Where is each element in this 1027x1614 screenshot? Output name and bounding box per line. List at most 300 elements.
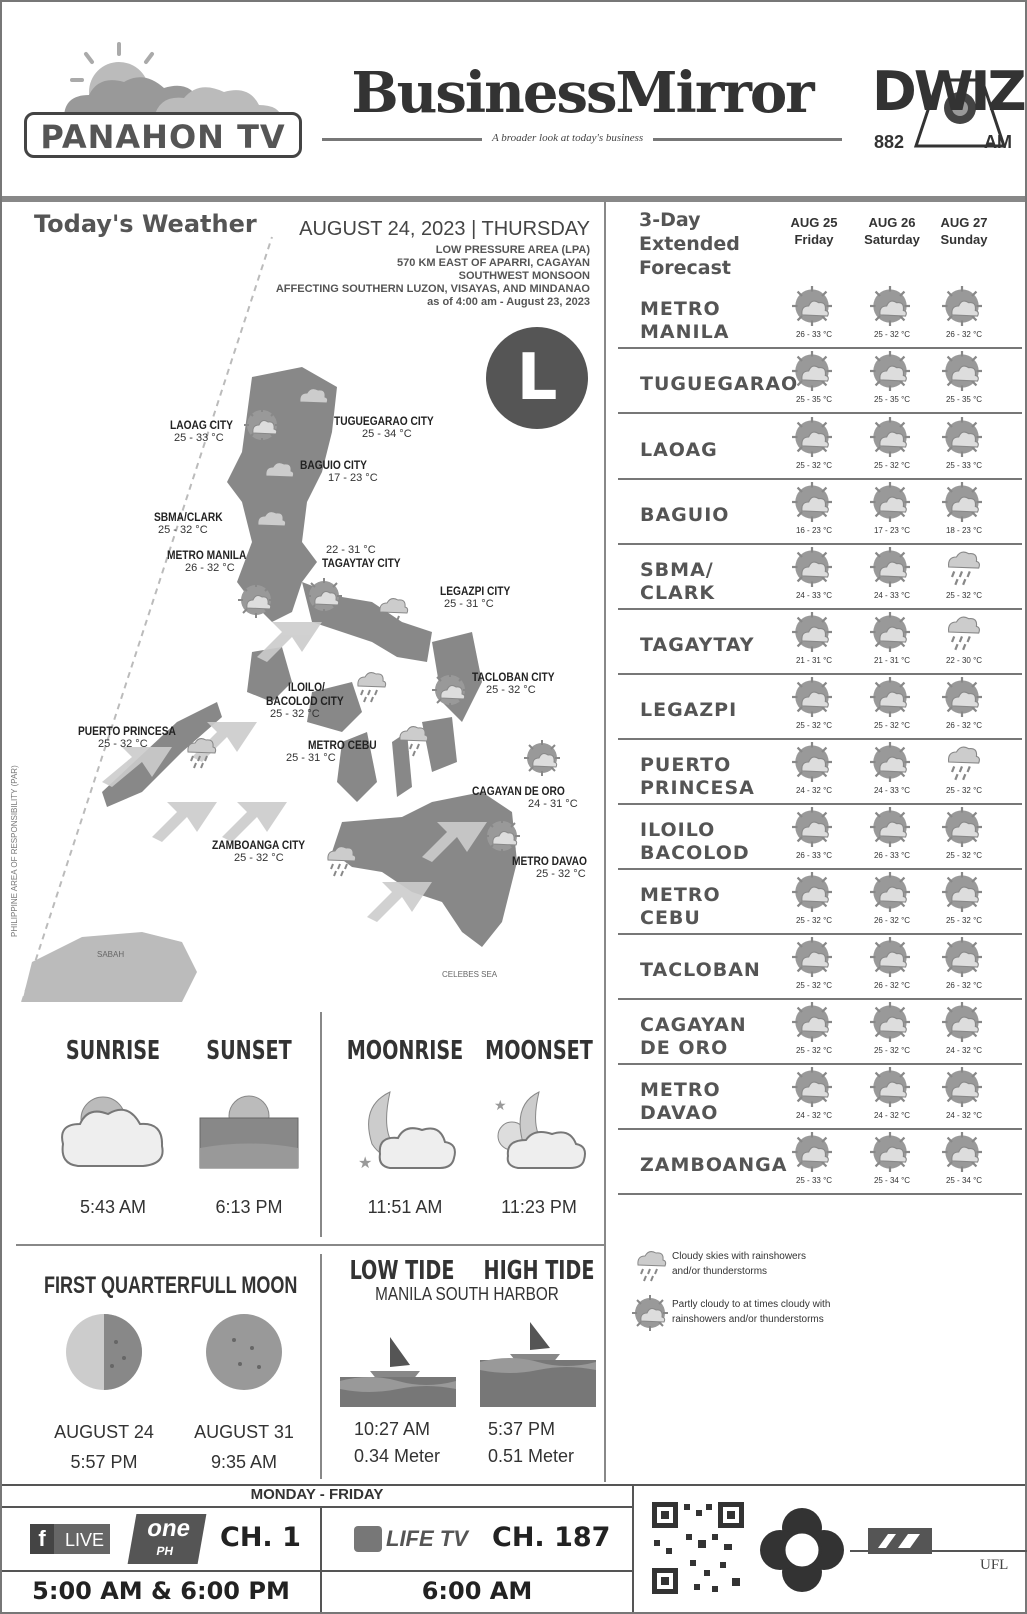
partly-cloudy-icon: [432, 672, 468, 708]
rain-cloud-icon: [294, 384, 330, 420]
partly-cloudy-icon: [238, 582, 274, 618]
high-tide-icon: [480, 1318, 596, 1407]
partly-cloudy-icon: [484, 818, 520, 854]
first-quarter-time: 5:57 PM: [70, 1452, 138, 1472]
legend-line: Partly cloudy to at times cloudy with: [672, 1299, 831, 1310]
forecast-cell: [926, 1065, 1002, 1129]
moonset-icon: [484, 1084, 594, 1174]
forecast-cell: [926, 1000, 1002, 1064]
rain-cloud-icon: [252, 507, 288, 543]
forecast-city-line: BACOLOD: [640, 842, 750, 864]
forecast-cell: [854, 870, 930, 934]
sabah-label: SABAH: [97, 950, 125, 959]
legend-line: Cloudy skies with rainshowers: [672, 1251, 806, 1262]
partly-cloudy-icon: [244, 407, 280, 443]
forecast-row: [618, 1000, 1022, 1065]
forecast-temp: 25 - 35 °C: [873, 395, 911, 404]
moonrise-label: MOONRISE: [346, 1036, 464, 1066]
svg-text:★: ★: [494, 1097, 507, 1113]
city-temp: 25 - 32 °C: [98, 738, 148, 750]
partly-cloudy-icon: [942, 1002, 982, 1042]
forecast-title: [639, 208, 740, 280]
partly-cloudy-icon: [870, 417, 910, 457]
forecast-cell: [854, 349, 930, 413]
partly-cloudy-icon: [792, 417, 832, 457]
footer-divider: [632, 1486, 634, 1612]
forecast-cell: [926, 805, 1002, 869]
day-name: Friday: [794, 232, 834, 247]
forecast-row: [618, 545, 1022, 610]
high-tide-label: HIGH TIDE: [483, 1256, 595, 1286]
forecast-temp: 26 - 33 °C: [795, 330, 833, 339]
forecast-cell: [854, 740, 930, 804]
forecast-row: [618, 349, 1022, 414]
forecast-city-line: TAGAYTAY: [640, 634, 755, 656]
pagasa-seal-icon: [756, 1504, 848, 1596]
partly-cloudy-icon: [942, 417, 982, 457]
svg-text:★: ★: [358, 1155, 373, 1172]
partly-cloudy-icon: [792, 937, 832, 977]
header: [2, 2, 1025, 192]
forecast-city-line: SBMA/: [640, 559, 714, 581]
city-temp: 17 - 23 °C: [328, 472, 378, 484]
full-moon-date: AUGUST 31: [194, 1422, 294, 1442]
footer-rule: [2, 1570, 632, 1572]
city-iloilo-bacolod: [266, 680, 357, 720]
forecast-temp: 26 - 32 °C: [873, 981, 911, 990]
forecast-cell: [776, 349, 852, 413]
high-tide-values: [488, 1416, 574, 1470]
moon-tide-divider: [320, 1254, 322, 1479]
forecast-cell: [854, 415, 930, 479]
forecast-cell: [854, 545, 930, 609]
weather-line: AFFECTING SOUTHERN LUZON, VISAYAS, AND MINDANAO: [275, 283, 590, 295]
partly-cloudy-icon: [942, 937, 982, 977]
forecast-temp: 25 - 32 °C: [873, 461, 911, 470]
live-label: LIVE: [65, 1530, 105, 1550]
city-puerto-princesa: [78, 724, 193, 750]
one-label: one: [145, 1515, 193, 1542]
rain-cloud-icon: [322, 842, 358, 878]
celebes-sea-label: CELEBES SEA: [442, 970, 498, 979]
partly-cloudy-icon: [870, 1002, 910, 1042]
partly-cloudy-icon: [942, 872, 982, 912]
city-name: LAOAG CITY: [170, 418, 233, 432]
forecast-cell: [854, 284, 930, 348]
forecast-temp: 24 - 32 °C: [873, 1111, 911, 1120]
moonset-label: MOONSET: [485, 1036, 593, 1066]
forecast-temp: 24 - 32 °C: [795, 786, 833, 795]
forecast-cell: [926, 1130, 1002, 1194]
forecast-cell: [776, 870, 852, 934]
forecast-cell: [854, 1065, 930, 1129]
low-tide-icon: [340, 1327, 456, 1407]
city-sbma-clark: [154, 510, 235, 536]
forecast-cell: [854, 610, 930, 674]
todays-weather-panel: [2, 202, 604, 1002]
partly-cloudy-icon: [524, 740, 560, 776]
channel-187: CH. 187: [492, 1522, 611, 1553]
ufl-mark-icon: [868, 1528, 932, 1554]
sunrise-label: SUNRISE: [65, 1036, 161, 1066]
forecast-city-line: LAOAG: [640, 439, 718, 461]
qr-code-icon: [650, 1500, 746, 1596]
forecast-temp: 25 - 32 °C: [795, 721, 833, 730]
partly-cloudy-icon: [942, 351, 982, 391]
business-mirror-title: BusinessMirror: [351, 60, 813, 126]
forecast-cell: [926, 935, 1002, 999]
rain-cloud-icon: [942, 742, 982, 782]
sunrise-icon: [58, 1084, 168, 1174]
forecast-cell: [776, 545, 852, 609]
rain-cloud-icon: [260, 458, 296, 494]
city-name: METRO MANILA: [167, 548, 247, 562]
moonset-time: 11:23 PM: [501, 1197, 577, 1217]
city-cagayan-de-oro: [472, 784, 581, 810]
forecast-cell: [776, 1130, 852, 1194]
forecast-row: [618, 610, 1022, 675]
forecast-cell: [926, 284, 1002, 348]
forecast-city-line: METRO: [640, 884, 721, 906]
forecast-city-line: METRO: [640, 298, 721, 320]
lifetv-airtime: 6:00 AM: [421, 1577, 533, 1605]
forecast-temp: 25 - 33 °C: [945, 461, 983, 470]
forecast-city-name: [640, 1014, 747, 1060]
partly-cloudy-icon: [870, 872, 910, 912]
partly-cloudy-icon: [792, 1132, 832, 1172]
forecast-row: [618, 740, 1022, 805]
city-temp: 25 - 34 °C: [362, 428, 412, 440]
first-quarter-moon-icon: [64, 1312, 144, 1392]
column-divider: [604, 202, 606, 1482]
city-name: TAGAYTAY CITY: [322, 556, 401, 570]
partly-cloudy-icon: [870, 612, 910, 652]
todays-weather-title: Today's Weather: [34, 210, 257, 238]
forecast-city-line: DAVAO: [640, 1102, 719, 1124]
low-tide-values: [354, 1416, 440, 1470]
city-name: CAGAYAN DE ORO: [472, 784, 565, 798]
sunset-time: 6:13 PM: [215, 1197, 283, 1217]
forecast-cell: [776, 480, 852, 544]
forecast-city-line: LEGAZPI: [640, 699, 738, 721]
sunset-label: SUNSET: [206, 1036, 292, 1066]
partly-cloudy-icon: [870, 351, 910, 391]
forecast-title-line: 3-Day: [639, 209, 701, 231]
forecast-city-name: [640, 373, 798, 396]
forecast-day-3: [926, 214, 1002, 248]
forecast-row: [618, 480, 1022, 545]
moonrise-block: [330, 1036, 480, 1218]
city-temp: 25 - 31 °C: [286, 752, 336, 764]
forecast-temp: 25 - 32 °C: [795, 1046, 833, 1055]
city-name: SBMA/CLARK: [154, 510, 223, 524]
forecast-cell: [776, 1065, 852, 1129]
city-temp: 25 - 32 °C: [234, 852, 284, 864]
forecast-temp: 21 - 31 °C: [873, 656, 911, 665]
par-label: PHILIPPINE AREA OF RESPONSIBILITY (PAR): [10, 765, 19, 937]
forecast-cell: [854, 1130, 930, 1194]
forecast-cell: [854, 675, 930, 739]
forecast-city-name: [640, 559, 715, 605]
forecast-city-line: METRO: [640, 1079, 721, 1101]
forecast-temp: 24 - 33 °C: [873, 591, 911, 600]
city-name: ILOILO/: [288, 680, 325, 694]
forecast-temp: 26 - 32 °C: [945, 981, 983, 990]
forecast-temp: 26 - 32 °C: [873, 916, 911, 925]
sunset-block: [174, 1036, 324, 1218]
forecast-cell: [776, 284, 852, 348]
forecast-row: [618, 870, 1022, 935]
city-temp: 26 - 32 °C: [185, 562, 235, 574]
forecast-temp: 26 - 32 °C: [945, 330, 983, 339]
forecast-cell: [926, 415, 1002, 479]
forecast-temp: 26 - 32 °C: [945, 721, 983, 730]
forecast-cell: [776, 675, 852, 739]
rain-cloud-icon: [182, 734, 218, 770]
forecast-temp: 26 - 33 °C: [795, 851, 833, 860]
forecast-city-line: TACLOBAN: [640, 959, 761, 981]
forecast-temp: 25 - 32 °C: [945, 916, 983, 925]
forecast-row: [618, 935, 1022, 1000]
forecast-temp: 25 - 34 °C: [945, 1176, 983, 1185]
legend-item-rain: [632, 1247, 1012, 1295]
first-quarter-date: AUGUST 24: [54, 1422, 154, 1442]
day-name: Sunday: [940, 232, 988, 247]
rain-cloud-icon: [374, 594, 410, 630]
city-temp: 24 - 31 °C: [528, 798, 578, 810]
low-tide-block: [332, 1256, 472, 1286]
city-zamboanga: [212, 838, 322, 864]
forecast-temp: 25 - 32 °C: [945, 786, 983, 795]
forecast-temp: 25 - 32 °C: [945, 591, 983, 600]
partly-cloudy-icon: [792, 1002, 832, 1042]
forecast-cell: [776, 740, 852, 804]
forecast-cell: [776, 805, 852, 869]
city-name: BAGUIO CITY: [300, 458, 367, 472]
forecast-temp: 25 - 32 °C: [873, 721, 911, 730]
partly-cloudy-icon: [870, 937, 910, 977]
partly-cloudy-icon: [792, 1067, 832, 1107]
forecast-cell: [926, 675, 1002, 739]
low-tide-label: LOW TIDE: [349, 1256, 455, 1286]
partly-cloudy-icon: [870, 482, 910, 522]
legend-line: rainshowers and/or thunderstorms: [672, 1314, 824, 1325]
forecast-city-line: MANILA: [640, 321, 730, 343]
partly-cloudy-icon: [870, 1067, 910, 1107]
partly-cloudy-icon: [870, 742, 910, 782]
low-tide-time: 10:27 AM: [354, 1419, 431, 1439]
moonrise-icon: [350, 1084, 460, 1174]
forecast-row: [618, 805, 1022, 870]
forecast-temp: 25 - 32 °C: [945, 851, 983, 860]
partly-cloudy-icon: [942, 1067, 982, 1107]
city-baguio: [300, 458, 379, 484]
partly-cloudy-icon: [792, 286, 832, 326]
panahon-title: PANAHON TV: [40, 118, 286, 156]
forecast-cell: [776, 1000, 852, 1064]
city-name-line2: BACOLOD CITY: [266, 694, 344, 708]
rain-cloud-icon: [352, 668, 388, 704]
partly-cloudy-icon: [792, 547, 832, 587]
forecast-temp: 25 - 34 °C: [873, 1176, 911, 1185]
forecast-cell: [854, 805, 930, 869]
forecast-row: [618, 284, 1022, 349]
city-temp: 25 - 32 °C: [486, 684, 536, 696]
partly-cloudy-icon: [942, 677, 982, 717]
forecast-temp: 25 - 35 °C: [945, 395, 983, 404]
partly-cloudy-icon: [942, 286, 982, 326]
forecast-city-name: [640, 959, 761, 982]
full-moon-time: 9:35 AM: [210, 1452, 278, 1472]
life-tv-icon: [354, 1526, 382, 1552]
forecast-temp: 24 - 32 °C: [945, 1111, 983, 1120]
dwiz-logo: [872, 60, 1024, 158]
forecast-cell: [854, 480, 930, 544]
forecast-city-name: [640, 884, 721, 930]
forecast-city-line: TUGUEGARAO: [640, 373, 799, 395]
forecast-city-name: [640, 754, 755, 800]
forecast-temp: 21 - 31 °C: [795, 656, 833, 665]
partly-cloudy-icon: [792, 612, 832, 652]
low-pressure-badge: L: [486, 327, 588, 429]
forecast-temp: 25 - 32 °C: [873, 1046, 911, 1055]
forecast-temp: 16 - 23 °C: [795, 526, 833, 535]
legend-line: and/or thunderstorms: [672, 1266, 768, 1277]
forecast-row: [618, 1130, 1022, 1195]
partly-cloudy-icon: [942, 807, 982, 847]
forecast-cell: [854, 935, 930, 999]
forecast-cell: [926, 545, 1002, 609]
forecast-row: [618, 1065, 1022, 1130]
low-tide-height: 0.34 Meter: [354, 1446, 441, 1466]
day-date: AUG 25: [790, 215, 838, 230]
partly-cloudy-icon: [870, 677, 910, 717]
section-rule: [16, 1244, 604, 1246]
city-metro-davao: [512, 854, 600, 880]
city-name: TACLOBAN CITY: [472, 670, 555, 684]
city-temp: 25 - 32 °C: [158, 524, 208, 536]
forecast-cell: [926, 610, 1002, 674]
forecast-temp: 24 - 32 °C: [795, 1111, 833, 1120]
day-date: AUG 27: [940, 215, 988, 230]
ph-label: PH: [155, 1544, 175, 1558]
forecast-temp: 25 - 33 °C: [795, 1176, 833, 1185]
rain-cloud-icon: [632, 1247, 668, 1283]
forecast-cell: [926, 740, 1002, 804]
full-moon-label: FULL MOON: [190, 1272, 298, 1299]
forecast-cell: [854, 1000, 930, 1064]
forecast-temp: 24 - 33 °C: [873, 786, 911, 795]
partly-cloudy-icon: [792, 482, 832, 522]
sunrise-block: [38, 1036, 188, 1218]
forecast-cell: [776, 935, 852, 999]
city-name: METRO DAVAO: [512, 854, 587, 868]
forecast-day-1: [776, 214, 852, 248]
business-mirror-tagline: A broader look at today's business: [482, 132, 653, 144]
forecast-cell: [776, 415, 852, 479]
city-name: PUERTO PRINCESA: [78, 724, 176, 738]
first-quarter-block: [24, 1272, 191, 1477]
onephch-airtime: 5:00 AM & 6:00 PM: [32, 1577, 290, 1605]
forecast-cell: [776, 610, 852, 674]
high-tide-height: 0.51 Meter: [488, 1446, 575, 1466]
partly-cloudy-icon: [792, 351, 832, 391]
partly-cloudy-icon: [870, 286, 910, 326]
forecast-city-line: PRINCESA: [640, 777, 755, 799]
partly-cloudy-icon: [792, 742, 832, 782]
forecast-temp: 17 - 23 °C: [873, 526, 911, 535]
partly-cloudy-icon: [942, 482, 982, 522]
dwiz-band: AM: [984, 132, 1012, 152]
city-tuguegarao: [334, 414, 451, 440]
forecast-temp: 24 - 33 °C: [795, 591, 833, 600]
weather-line: LOW PRESSURE AREA (LPA): [435, 244, 590, 256]
legend-text: [672, 1297, 830, 1327]
forecast-temp: 25 - 32 °C: [873, 330, 911, 339]
forecast-city-name: [640, 439, 718, 462]
forecast-row: [618, 675, 1022, 740]
dwiz-frequency: 882: [874, 132, 905, 152]
forecast-city-line: ILOILO: [640, 819, 716, 841]
footer-rule: [2, 1506, 632, 1508]
partly-cloudy-icon: [792, 807, 832, 847]
partly-cloudy-icon: [792, 677, 832, 717]
forecast-city-line: BAGUIO: [640, 504, 730, 526]
city-name: LEGAZPI CITY: [440, 584, 511, 598]
weather-line: as of 4:00 am - August 23, 2023: [427, 296, 590, 308]
legend-text: [672, 1249, 806, 1279]
city-temp: 25 - 31 °C: [444, 598, 494, 610]
forecast-temp: 25 - 35 °C: [795, 395, 833, 404]
sunset-icon: [194, 1084, 304, 1174]
forecast-temp: 25 - 32 °C: [795, 461, 833, 470]
high-tide-time: 5:37 PM: [488, 1419, 556, 1439]
city-tagaytay: [322, 544, 414, 570]
one-ph-logo: [128, 1514, 207, 1564]
weather-line: SOUTHWEST MONSOON: [458, 270, 590, 282]
forecast-city-name: [640, 1154, 787, 1177]
forecast-temp: 25 - 32 °C: [795, 981, 833, 990]
city-name: ZAMBOANGA CITY: [212, 838, 306, 852]
partly-cloudy-icon: [792, 872, 832, 912]
rain-cloud-icon: [942, 612, 982, 652]
facebook-live-badge: [30, 1524, 110, 1554]
forecast-legend: [632, 1247, 1012, 1343]
full-moon-block: [164, 1272, 324, 1477]
forecast-temp: 18 - 23 °C: [945, 526, 983, 535]
forecast-date: AUGUST 24, 2023 | THURSDAY: [299, 218, 590, 240]
forecast-day-2: [854, 214, 930, 248]
ufl-label: UFL: [980, 1557, 1009, 1573]
forecast-city-name: [640, 699, 737, 722]
weather-line: 570 KM EAST OF APARRI, CAGAYAN: [397, 257, 590, 269]
broadcast-days: MONDAY - FRIDAY: [250, 1486, 384, 1503]
partly-cloudy-icon: [306, 578, 342, 614]
tide-location: MANILA SOUTH HARBOR: [375, 1284, 559, 1304]
high-tide-block: [464, 1256, 614, 1286]
city-temp: 22 - 31 °C: [326, 544, 376, 556]
dwiz-title: DWIZ: [872, 60, 1024, 123]
forecast-city-name: [640, 1079, 721, 1125]
city-metro-manila: [167, 548, 260, 574]
sun-moon-divider: [320, 1012, 322, 1237]
weather-systems: [276, 244, 590, 309]
forecast-cell: [926, 349, 1002, 413]
rain-cloud-icon: [394, 722, 430, 758]
legend-item-partly: [632, 1295, 1012, 1343]
partly-cloudy-icon: [870, 1132, 910, 1172]
facebook-icon: f: [30, 1524, 54, 1554]
